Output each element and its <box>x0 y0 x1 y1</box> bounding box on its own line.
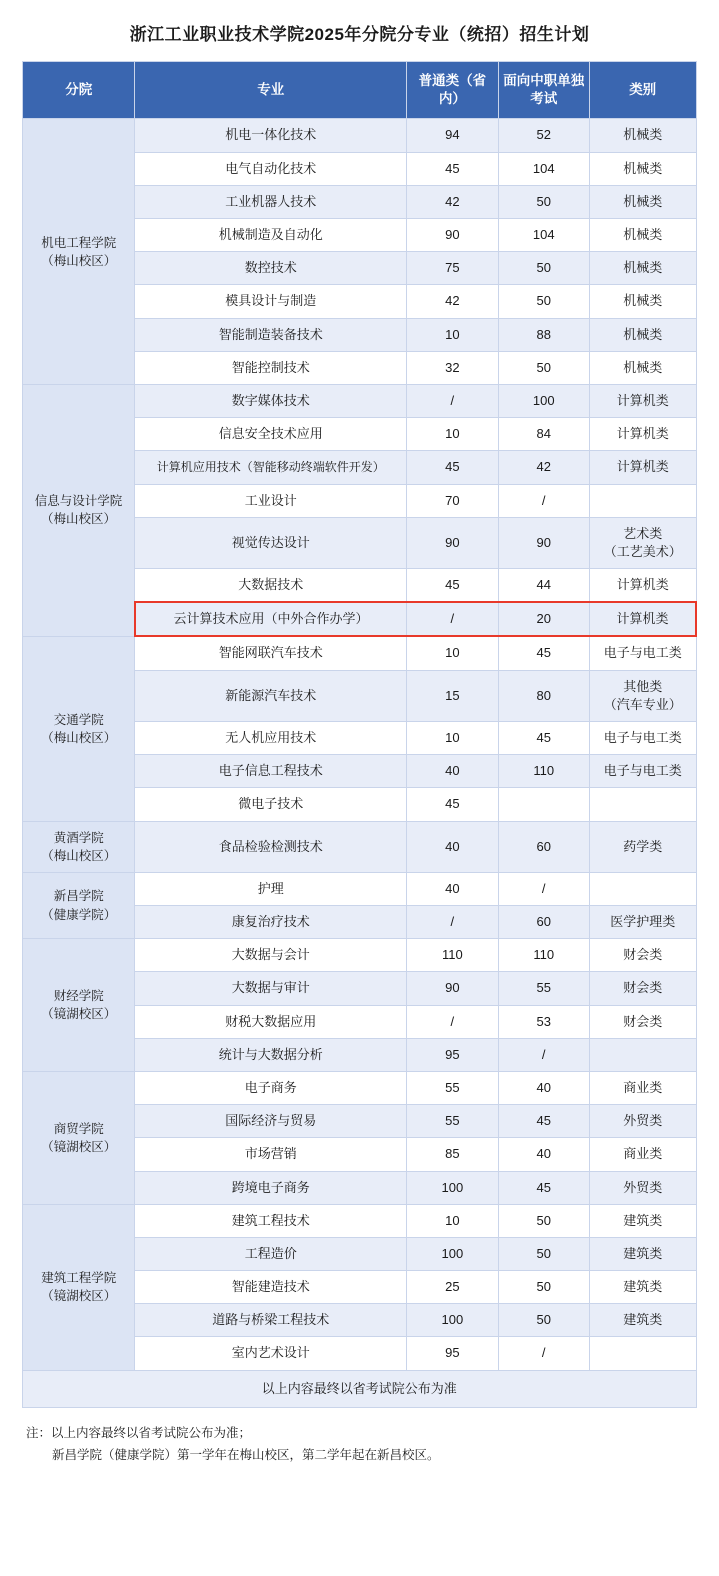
category-cell: 电子与电工类 <box>589 722 696 755</box>
notes-block <box>0 1408 719 1489</box>
general-quota-cell: 42 <box>407 185 498 218</box>
column-header-category: 类别 <box>589 62 696 119</box>
vocational-quota-cell: / <box>498 484 589 517</box>
table-row <box>23 872 697 905</box>
footer-note-cell: 以上内容最终以省考试院公布为准 <box>23 1370 697 1407</box>
general-quota-cell: 100 <box>407 1171 498 1204</box>
vocational-quota-cell: / <box>498 1337 589 1370</box>
vocational-quota-cell: 110 <box>498 939 589 972</box>
vocational-quota-cell: 50 <box>498 351 589 384</box>
major-cell: 统计与大数据分析 <box>135 1038 407 1071</box>
general-quota-cell: 94 <box>407 119 498 152</box>
vocational-quota-cell: 45 <box>498 722 589 755</box>
category-cell: 医学护理类 <box>589 906 696 939</box>
general-quota-cell: 45 <box>407 569 498 603</box>
major-cell: 智能制造装备技术 <box>135 318 407 351</box>
category-cell: 其他类 （汽车专业） <box>589 670 696 721</box>
general-quota-cell: 110 <box>407 939 498 972</box>
category-cell <box>589 1038 696 1071</box>
vocational-quota-cell: 20 <box>498 602 589 636</box>
general-quota-cell: 85 <box>407 1138 498 1171</box>
major-cell: 食品检验检测技术 <box>135 821 407 872</box>
major-cell: 大数据与审计 <box>135 972 407 1005</box>
general-quota-cell: 32 <box>407 351 498 384</box>
vocational-quota-cell: / <box>498 1038 589 1071</box>
note-line-1: 注：以上内容最终以省考试院公布为准； <box>26 1425 252 1440</box>
general-quota-cell: 55 <box>407 1071 498 1104</box>
major-cell: 电子商务 <box>135 1071 407 1104</box>
major-cell: 大数据与会计 <box>135 939 407 972</box>
vocational-quota-cell: 50 <box>498 252 589 285</box>
general-quota-cell: 45 <box>407 152 498 185</box>
major-cell: 智能建造技术 <box>135 1271 407 1304</box>
major-cell: 无人机应用技术 <box>135 722 407 755</box>
major-cell: 工业设计 <box>135 484 407 517</box>
category-cell: 机械类 <box>589 318 696 351</box>
major-cell: 机电一体化技术 <box>135 119 407 152</box>
category-cell: 计算机类 <box>589 418 696 451</box>
general-quota-cell: / <box>407 1005 498 1038</box>
major-cell: 财税大数据应用 <box>135 1005 407 1038</box>
category-cell: 商业类 <box>589 1071 696 1104</box>
general-quota-cell: / <box>407 602 498 636</box>
major-cell: 机械制造及自动化 <box>135 219 407 252</box>
branch-cell: 建筑工程学院 （镜湖校区） <box>23 1204 135 1370</box>
major-cell: 电气自动化技术 <box>135 152 407 185</box>
page-title: 浙江工业职业技术学院2025年分院分专业（统招）招生计划 <box>129 25 590 44</box>
general-quota-cell: 90 <box>407 517 498 568</box>
general-quota-cell: 90 <box>407 972 498 1005</box>
general-quota-cell: 40 <box>407 755 498 788</box>
general-quota-cell: 90 <box>407 219 498 252</box>
category-cell: 建筑类 <box>589 1271 696 1304</box>
table-row <box>23 119 697 152</box>
vocational-quota-cell: 50 <box>498 1304 589 1337</box>
vocational-quota-cell: 50 <box>498 185 589 218</box>
table-row <box>23 1204 697 1237</box>
general-quota-cell: 95 <box>407 1038 498 1071</box>
major-cell: 数字媒体技术 <box>135 384 407 417</box>
major-cell: 工程造价 <box>135 1237 407 1270</box>
major-cell: 数控技术 <box>135 252 407 285</box>
vocational-quota-cell: 110 <box>498 755 589 788</box>
general-quota-cell: 40 <box>407 872 498 905</box>
general-quota-cell: 100 <box>407 1237 498 1270</box>
category-cell <box>589 484 696 517</box>
general-quota-cell: 10 <box>407 636 498 670</box>
vocational-quota-cell: 104 <box>498 152 589 185</box>
vocational-quota-cell: 44 <box>498 569 589 603</box>
vocational-quota-cell: 50 <box>498 1204 589 1237</box>
category-cell: 计算机类 <box>589 451 696 484</box>
category-cell: 机械类 <box>589 185 696 218</box>
vocational-quota-cell: 55 <box>498 972 589 1005</box>
general-quota-cell: 45 <box>407 788 498 821</box>
general-quota-cell: 40 <box>407 821 498 872</box>
major-cell: 微电子技术 <box>135 788 407 821</box>
vocational-quota-cell: 45 <box>498 636 589 670</box>
general-quota-cell: 42 <box>407 285 498 318</box>
category-cell: 财会类 <box>589 1005 696 1038</box>
category-cell: 计算机类 <box>589 602 696 636</box>
vocational-quota-cell: 40 <box>498 1071 589 1104</box>
general-quota-cell: 25 <box>407 1271 498 1304</box>
column-header-vocational: 面向中职单独考试 <box>498 62 589 119</box>
category-cell: 电子与电工类 <box>589 636 696 670</box>
general-quota-cell: 45 <box>407 451 498 484</box>
category-cell: 艺术类 （工艺美术） <box>589 517 696 568</box>
major-cell: 视觉传达设计 <box>135 517 407 568</box>
vocational-quota-cell: 60 <box>498 821 589 872</box>
major-cell: 康复治疗技术 <box>135 906 407 939</box>
category-cell: 机械类 <box>589 351 696 384</box>
major-cell: 信息安全技术应用 <box>135 418 407 451</box>
vocational-quota-cell: 84 <box>498 418 589 451</box>
note-line-2: 新昌学院（健康学院）第一学年在梅山校区，第二学年起在新昌校区。 <box>52 1448 440 1463</box>
category-cell <box>589 788 696 821</box>
table-header <box>23 62 697 119</box>
vocational-quota-cell: 88 <box>498 318 589 351</box>
general-quota-cell: / <box>407 384 498 417</box>
category-cell: 建筑类 <box>589 1304 696 1337</box>
category-cell: 计算机类 <box>589 384 696 417</box>
category-cell <box>589 872 696 905</box>
major-cell: 道路与桥梁工程技术 <box>135 1304 407 1337</box>
vocational-quota-cell: 42 <box>498 451 589 484</box>
branch-cell: 新昌学院 （健康学院） <box>23 872 135 938</box>
category-cell: 药学类 <box>589 821 696 872</box>
major-cell: 智能控制技术 <box>135 351 407 384</box>
vocational-quota-cell: 52 <box>498 119 589 152</box>
column-header-general: 普通类（省内） <box>407 62 498 119</box>
vocational-quota-cell: 50 <box>498 1237 589 1270</box>
vocational-quota-cell: 45 <box>498 1171 589 1204</box>
category-cell: 建筑类 <box>589 1237 696 1270</box>
header-row <box>23 62 697 119</box>
general-quota-cell: 10 <box>407 1204 498 1237</box>
major-cell: 智能网联汽车技术 <box>135 636 407 670</box>
vocational-quota-cell: / <box>498 872 589 905</box>
general-quota-cell: / <box>407 906 498 939</box>
category-cell: 机械类 <box>589 285 696 318</box>
vocational-quota-cell: 60 <box>498 906 589 939</box>
table-row <box>23 939 697 972</box>
major-cell: 跨境电子商务 <box>135 1171 407 1204</box>
vocational-quota-cell: 100 <box>498 384 589 417</box>
column-header-major: 专业 <box>135 62 407 119</box>
category-cell: 外贸类 <box>589 1171 696 1204</box>
table-row <box>23 821 697 872</box>
major-cell: 室内艺术设计 <box>135 1337 407 1370</box>
admission-plan-table <box>22 61 697 1408</box>
branch-cell: 财经学院 （镜湖校区） <box>23 939 135 1072</box>
table-body <box>23 119 697 1407</box>
plan-table-container <box>0 61 719 1408</box>
vocational-quota-cell: 45 <box>498 1105 589 1138</box>
table-footer-row <box>23 1370 697 1407</box>
branch-cell: 商贸学院 （镜湖校区） <box>23 1071 135 1204</box>
major-cell: 云计算技术应用（中外合作办学） <box>135 602 407 636</box>
vocational-quota-cell: 80 <box>498 670 589 721</box>
branch-cell: 黄酒学院 （梅山校区） <box>23 821 135 872</box>
column-header-branch: 分院 <box>23 62 135 119</box>
branch-cell: 信息与设计学院 （梅山校区） <box>23 384 135 636</box>
category-cell: 机械类 <box>589 219 696 252</box>
major-cell: 市场营销 <box>135 1138 407 1171</box>
major-cell: 护理 <box>135 872 407 905</box>
vocational-quota-cell: 50 <box>498 285 589 318</box>
major-cell: 新能源汽车技术 <box>135 670 407 721</box>
general-quota-cell: 55 <box>407 1105 498 1138</box>
table-row <box>23 384 697 417</box>
category-cell: 建筑类 <box>589 1204 696 1237</box>
general-quota-cell: 15 <box>407 670 498 721</box>
major-cell: 工业机器人技术 <box>135 185 407 218</box>
branch-cell: 机电工程学院 （梅山校区） <box>23 119 135 385</box>
vocational-quota-cell: 53 <box>498 1005 589 1038</box>
category-cell: 机械类 <box>589 252 696 285</box>
general-quota-cell: 75 <box>407 252 498 285</box>
category-cell: 计算机类 <box>589 569 696 603</box>
general-quota-cell: 10 <box>407 318 498 351</box>
category-cell: 外贸类 <box>589 1105 696 1138</box>
category-cell <box>589 1337 696 1370</box>
vocational-quota-cell: 90 <box>498 517 589 568</box>
major-cell: 计算机应用技术（智能移动终端软件开发） <box>135 451 407 484</box>
vocational-quota-cell: 50 <box>498 1271 589 1304</box>
branch-cell: 交通学院 （梅山校区） <box>23 636 135 821</box>
major-cell: 大数据技术 <box>135 569 407 603</box>
major-cell: 建筑工程技术 <box>135 1204 407 1237</box>
category-cell: 财会类 <box>589 972 696 1005</box>
general-quota-cell: 70 <box>407 484 498 517</box>
category-cell: 机械类 <box>589 119 696 152</box>
general-quota-cell: 10 <box>407 418 498 451</box>
vocational-quota-cell: 40 <box>498 1138 589 1171</box>
major-cell: 国际经济与贸易 <box>135 1105 407 1138</box>
category-cell: 电子与电工类 <box>589 755 696 788</box>
general-quota-cell: 10 <box>407 722 498 755</box>
general-quota-cell: 100 <box>407 1304 498 1337</box>
general-quota-cell: 95 <box>407 1337 498 1370</box>
table-row <box>23 636 697 670</box>
major-cell: 电子信息工程技术 <box>135 755 407 788</box>
category-cell: 商业类 <box>589 1138 696 1171</box>
category-cell: 财会类 <box>589 939 696 972</box>
category-cell: 机械类 <box>589 152 696 185</box>
vocational-quota-cell <box>498 788 589 821</box>
major-cell: 模具设计与制造 <box>135 285 407 318</box>
table-row <box>23 1071 697 1104</box>
vocational-quota-cell: 104 <box>498 219 589 252</box>
